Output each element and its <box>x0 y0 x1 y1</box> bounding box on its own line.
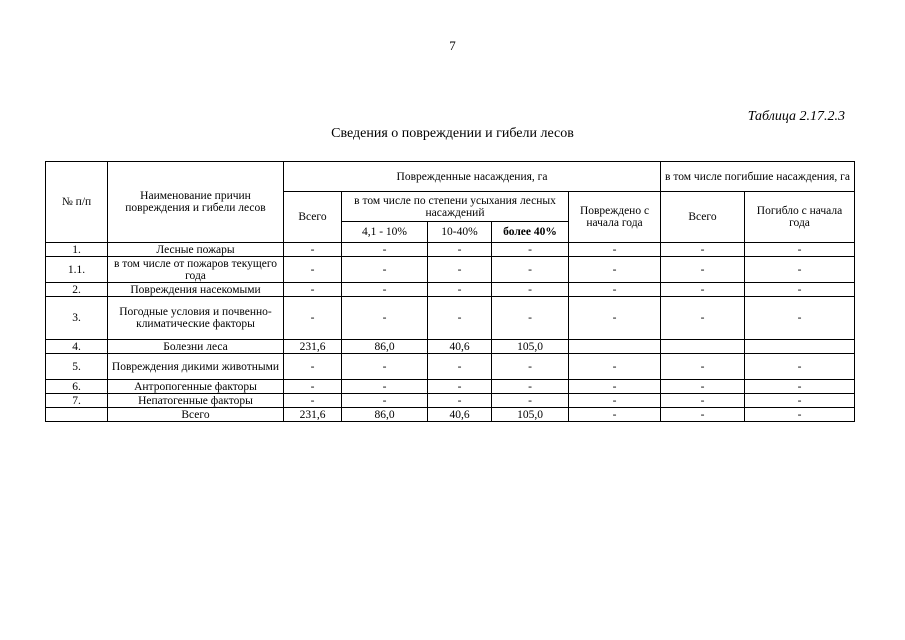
total-row <box>46 408 855 422</box>
cell-total-perished: - <box>661 408 745 422</box>
cell-total: - <box>284 283 342 297</box>
header-damaged-group: Поврежденные насаждения, га <box>284 162 661 192</box>
row-name: Непатогенные факторы <box>108 394 284 408</box>
cell-degree-2: 40,6 <box>428 408 492 422</box>
table-row <box>46 297 855 340</box>
cell-degree-2: - <box>428 394 492 408</box>
row-number: 1. <box>46 243 108 257</box>
table-row <box>46 243 855 257</box>
cell-total-perished: - <box>661 297 745 340</box>
table-row <box>46 257 855 283</box>
cell-total-perished <box>661 340 745 354</box>
cell-degree-1: 86,0 <box>342 340 428 354</box>
row-name: в том числе от пожаров текущего года <box>108 257 284 283</box>
row-name: Антропогенные факторы <box>108 380 284 394</box>
cell-total: - <box>284 394 342 408</box>
cell-since-year-perished: - <box>745 297 855 340</box>
row-name: Лесные пожары <box>108 243 284 257</box>
header-since-year-perished: Погибло с начала года <box>745 192 855 243</box>
cell-since-year-perished: - <box>745 354 855 380</box>
cell-total: - <box>284 257 342 283</box>
cell-degree-3: 105,0 <box>492 408 569 422</box>
table-row <box>46 394 855 408</box>
cell-degree-3: - <box>492 243 569 257</box>
cell-since-year-perished: - <box>745 408 855 422</box>
row-number: 2. <box>46 283 108 297</box>
cell-total: - <box>284 243 342 257</box>
cell-since-year-damaged: - <box>569 354 661 380</box>
header-num: № п/п <box>46 162 108 243</box>
document-title: Сведения о повреждении и гибели лесов <box>331 126 574 141</box>
cell-degree-2: - <box>428 380 492 394</box>
header-perished-group: в том числе погибшие насаждения, га <box>661 162 855 192</box>
cell-total: - <box>284 380 342 394</box>
cell-total: 231,6 <box>284 340 342 354</box>
cell-degree-2: 40,6 <box>428 340 492 354</box>
cell-total: - <box>284 354 342 380</box>
cell-degree-2: - <box>428 297 492 340</box>
row-number: 7. <box>46 394 108 408</box>
row-number: 5. <box>46 354 108 380</box>
cell-total-perished: - <box>661 354 745 380</box>
cell-total: - <box>284 297 342 340</box>
cell-degree-2: - <box>428 283 492 297</box>
table-row <box>46 380 855 394</box>
cell-since-year-damaged: - <box>569 283 661 297</box>
cell-since-year-damaged <box>569 340 661 354</box>
row-name: Повреждения дикими животными <box>108 354 284 380</box>
cell-degree-3: - <box>492 283 569 297</box>
cell-degree-1: - <box>342 257 428 283</box>
header-total-perished: Всего <box>661 192 745 243</box>
row-number: 6. <box>46 380 108 394</box>
table-reference: Таблица 2.17.2.3 <box>747 109 845 124</box>
cell-degree-2: - <box>428 354 492 380</box>
cell-since-year-perished <box>745 340 855 354</box>
header-since-year-damaged: Повреждено с начала года <box>569 192 661 243</box>
row-name: Погодные условия и почвенно-климатические факторы <box>108 297 284 340</box>
table-row <box>46 354 855 380</box>
table-row <box>46 283 855 297</box>
row-number <box>46 408 108 422</box>
cell-degree-1: - <box>342 354 428 380</box>
cell-total-perished: - <box>661 394 745 408</box>
table-row <box>46 340 855 354</box>
cell-degree-1: - <box>342 380 428 394</box>
cell-degree-3: 105,0 <box>492 340 569 354</box>
cell-degree-3: - <box>492 257 569 283</box>
cell-since-year-perished: - <box>745 380 855 394</box>
cell-total-perished: - <box>661 243 745 257</box>
cell-since-year-damaged: - <box>569 243 661 257</box>
forest-damage-table <box>45 161 855 422</box>
header-shrink-group: в том числе по степени усыхания лесных насаждений <box>342 192 569 222</box>
cell-degree-1: - <box>342 394 428 408</box>
cell-degree-3: - <box>492 380 569 394</box>
row-number: 4. <box>46 340 108 354</box>
cell-since-year-damaged: - <box>569 394 661 408</box>
row-name: Повреждения насекомыми <box>108 283 284 297</box>
header-degree-3: более 40% <box>492 222 569 243</box>
cell-since-year-perished: - <box>745 394 855 408</box>
cell-since-year-damaged: - <box>569 380 661 394</box>
cell-degree-3: - <box>492 297 569 340</box>
row-number: 3. <box>46 297 108 340</box>
header-degree-2: 10-40% <box>428 222 492 243</box>
row-name: Болезни леса <box>108 340 284 354</box>
cell-degree-1: - <box>342 243 428 257</box>
cell-degree-1: - <box>342 297 428 340</box>
cell-degree-1: 86,0 <box>342 408 428 422</box>
row-name: Всего <box>108 408 284 422</box>
cell-since-year-damaged: - <box>569 257 661 283</box>
cell-degree-2: - <box>428 257 492 283</box>
header-degree-1: 4,1 - 10% <box>342 222 428 243</box>
cell-total-perished: - <box>661 283 745 297</box>
cell-since-year-perished: - <box>745 243 855 257</box>
cell-since-year-perished: - <box>745 257 855 283</box>
cell-degree-1: - <box>342 283 428 297</box>
cell-degree-3: - <box>492 354 569 380</box>
cell-total-perished: - <box>661 257 745 283</box>
cell-degree-2: - <box>428 243 492 257</box>
row-number: 1.1. <box>46 257 108 283</box>
cell-since-year-damaged: - <box>569 408 661 422</box>
cell-degree-3: - <box>492 394 569 408</box>
header-total: Всего <box>284 192 342 243</box>
cell-since-year-perished: - <box>745 283 855 297</box>
page-number: 7 <box>449 38 456 53</box>
header-name: Наименование причин повреждения и гибели лесов <box>108 162 284 243</box>
cell-total-perished: - <box>661 380 745 394</box>
cell-total: 231,6 <box>284 408 342 422</box>
cell-since-year-damaged: - <box>569 297 661 340</box>
